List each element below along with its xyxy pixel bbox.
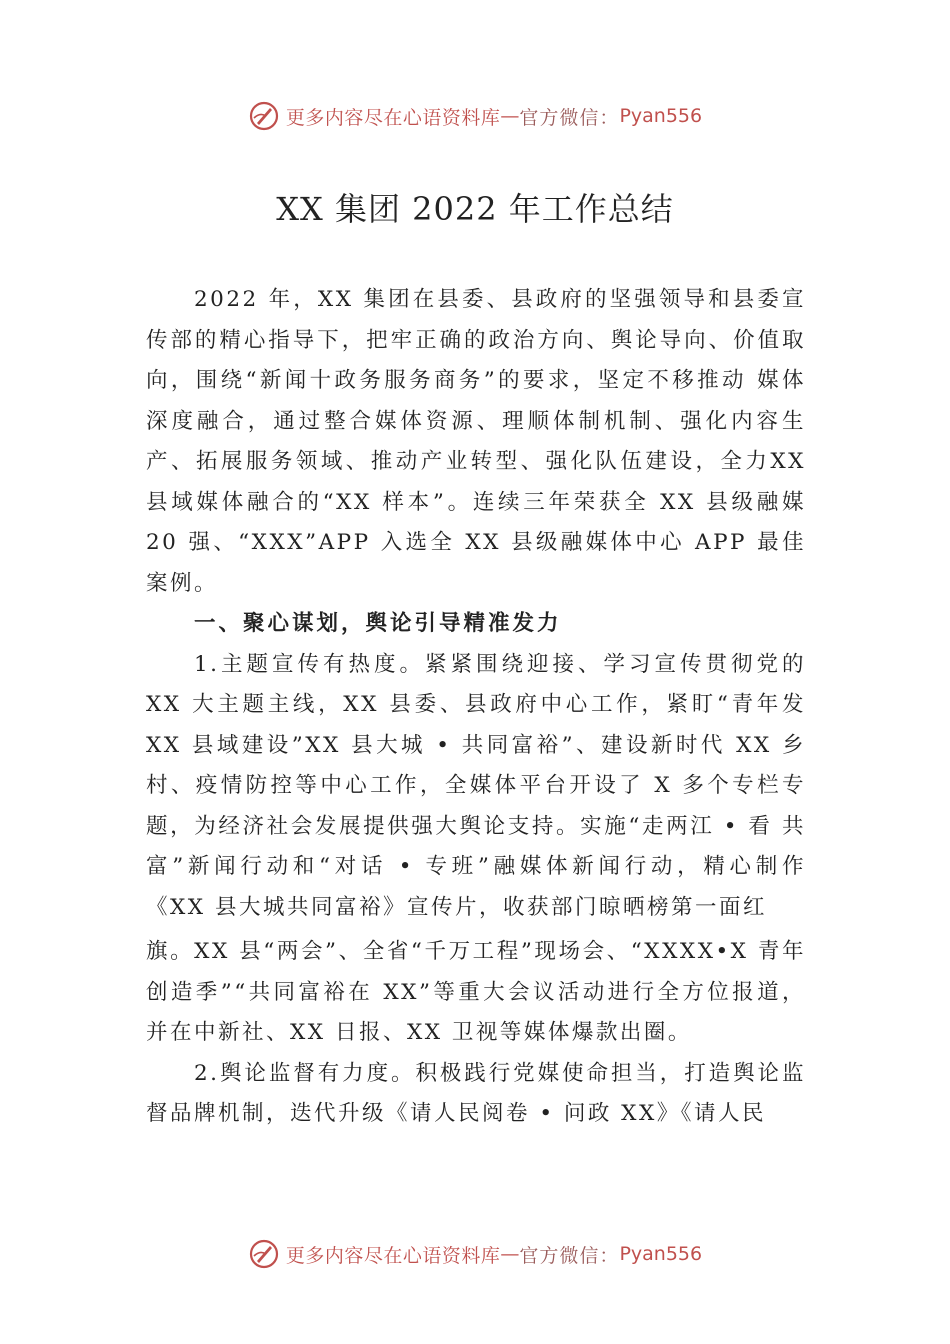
watermark-site-text: 更多内容尽在心语资料库	[285, 1244, 501, 1267]
document-title: XX 集团 2022 年工作总结	[276, 190, 674, 228]
section-heading: 一、聚心谋划，舆论引导精准发力	[194, 611, 562, 636]
watermark-banner-bottom	[0, 1232, 950, 1276]
watermark-dash: —	[500, 1243, 520, 1265]
watermark-wechat-label: 官方微信：	[519, 1244, 620, 1267]
item1-paragraph-continued: 旗。XX 县“两会”、全省“千万工程”现场会、“XXXX•X 青年创造季”“共同富裕在 XX”等重大会议活动进行全方位报道，并在中新社、XX 日报、XX 卫视等媒体爆款出圈。	[146, 939, 806, 1045]
document-body	[146, 280, 806, 928]
watermark-site-text: 更多内容尽在心语资料库	[285, 106, 501, 129]
item2-paragraph: 2.舆论监督有力度。积极践行党媒使命担当，打造舆论监督品牌机制，迭代升级《请人民阅卷 • 问政 XX》《请人民	[146, 1060, 806, 1126]
intro-paragraph: 2022 年，XX 集团在县委、县政府的坚强领导和县委宣传部的精心指导下，把牢正确的政治方向、舆论导向、价值取向，围绕“新闻十政务服务商务”的要求，坚定不移推动 媒体深度融合，通过整合媒体资源、理顺体制机制、强化内容生产、拓展服务领域、推动产业转型、强化队伍建设，全力XX 县域媒体融合的“XX 样本”。连续三年荣获全 XX 县级融媒 20 强、“XXX”APP 入选全 XX 县级融媒体中心 APP 最佳案例。	[146, 287, 806, 596]
quill-seal-icon	[248, 1238, 280, 1270]
document-body-continued	[146, 932, 806, 1135]
watermark-wechat-label: 官方微信：	[519, 106, 620, 129]
watermark-dash: —	[500, 105, 520, 127]
watermark-account: Pyan556	[619, 1243, 703, 1265]
watermark-account: Pyan556	[619, 105, 703, 127]
item1-paragraph: 1.主题宣传有热度。紧紧围绕迎接、学习宣传贯彻党的XX 大主题主线，XX 县委、县政府中心工作，紧盯“青年发 XX 县域建设”XX 县大城 • 共同富裕”、建设新时代 XX 乡村、疫情防控等中心工作，全媒体平台开设了 X 多个专栏专题，为经济社会发展提供强大舆论支持。实施“走两江 • 看 共富”新闻行动和“对话 • 专班”融媒体新闻行动，精心制作《XX 县大城共同富裕》宣传片，收获部门晾晒榜第一面红	[146, 651, 806, 920]
watermark-banner-top	[0, 94, 950, 138]
quill-seal-icon	[248, 100, 280, 132]
